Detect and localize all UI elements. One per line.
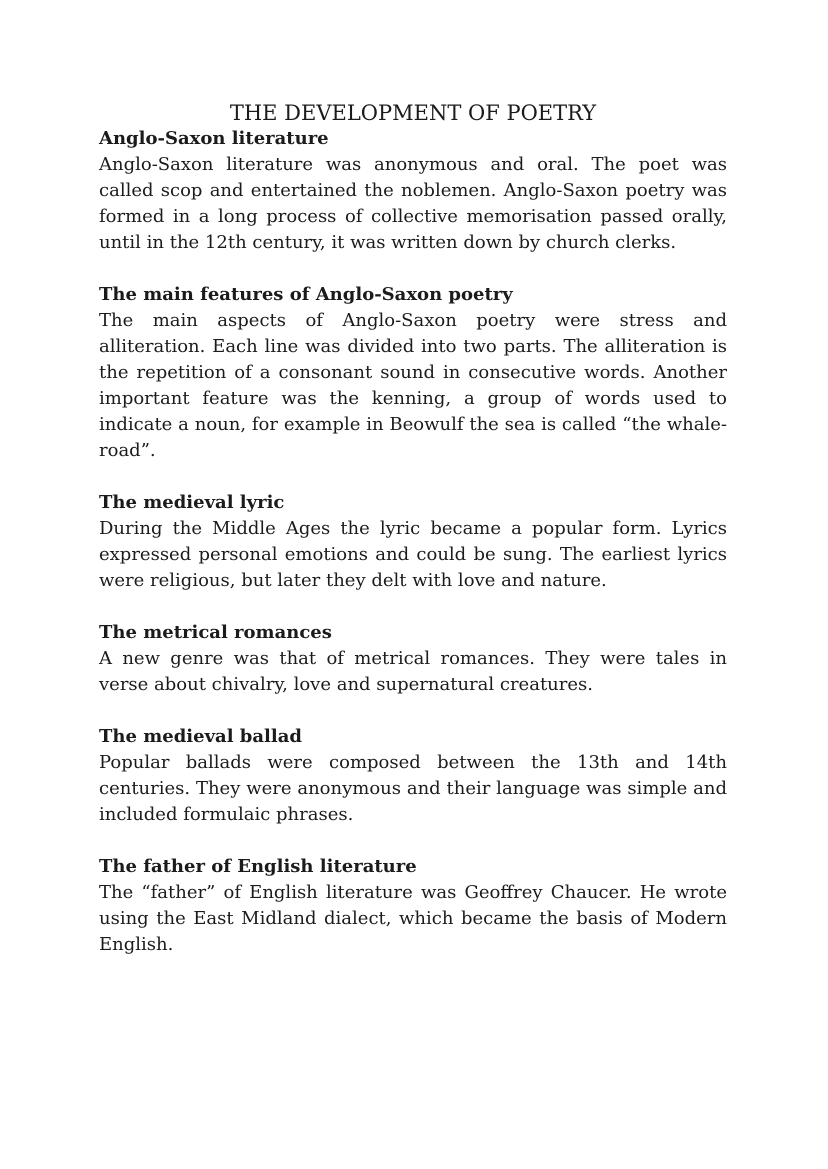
section-medieval-ballad <box>99 724 727 828</box>
document-title: THE DEVELOPMENT OF POETRY <box>229 101 597 125</box>
section-heading: The main features of Anglo-Saxon poetry <box>99 284 513 305</box>
section-main-features <box>99 282 727 464</box>
section-father-of-english-literature <box>99 854 727 958</box>
section-paragraph: Popular ballads were composed between the 13th and 14th centuries. They were anonymous and their language was simple and included formulaic phrases. <box>99 752 727 825</box>
section-paragraph: The “father” of English literature was Geoffrey Chaucer. He wrote using the East Midland dialect, which became the basis of Modern English. <box>99 882 727 955</box>
section-heading: The father of English literature <box>99 856 417 877</box>
section-medieval-lyric <box>99 490 727 594</box>
section-paragraph: During the Middle Ages the lyric became a popular form. Lyrics expressed personal emotions and could be sung. The earliest lyrics were religious, but later they delt with love and nature. <box>99 518 727 591</box>
section-heading: The medieval ballad <box>99 726 302 747</box>
section-anglo-saxon-literature <box>99 126 727 256</box>
section-heading: Anglo-Saxon literature <box>99 128 329 149</box>
section-heading: The medieval lyric <box>99 492 285 513</box>
section-paragraph: The main aspects of Anglo-Saxon poetry were stress and alliteration. Each line was divided into two parts. The alliteration is the repetition of a consonant sound in consecutive words. Another important feature was the kenning, a group of words used to indicate a noun, for example in Beowulf the sea is called “the whale-road”. <box>99 310 727 461</box>
section-metrical-romances <box>99 620 727 698</box>
section-heading: The metrical romances <box>99 622 332 643</box>
section-paragraph: A new genre was that of metrical romances. They were tales in verse about chivalry, love and supernatural creatures. <box>99 648 727 695</box>
section-paragraph: Anglo-Saxon literature was anonymous and oral. The poet was called scop and entertained the noblemen. Anglo-Saxon poetry was formed in a long process of collective memorisation passed orally, until in the 12th century, it was written down by church clerks. <box>99 154 727 253</box>
